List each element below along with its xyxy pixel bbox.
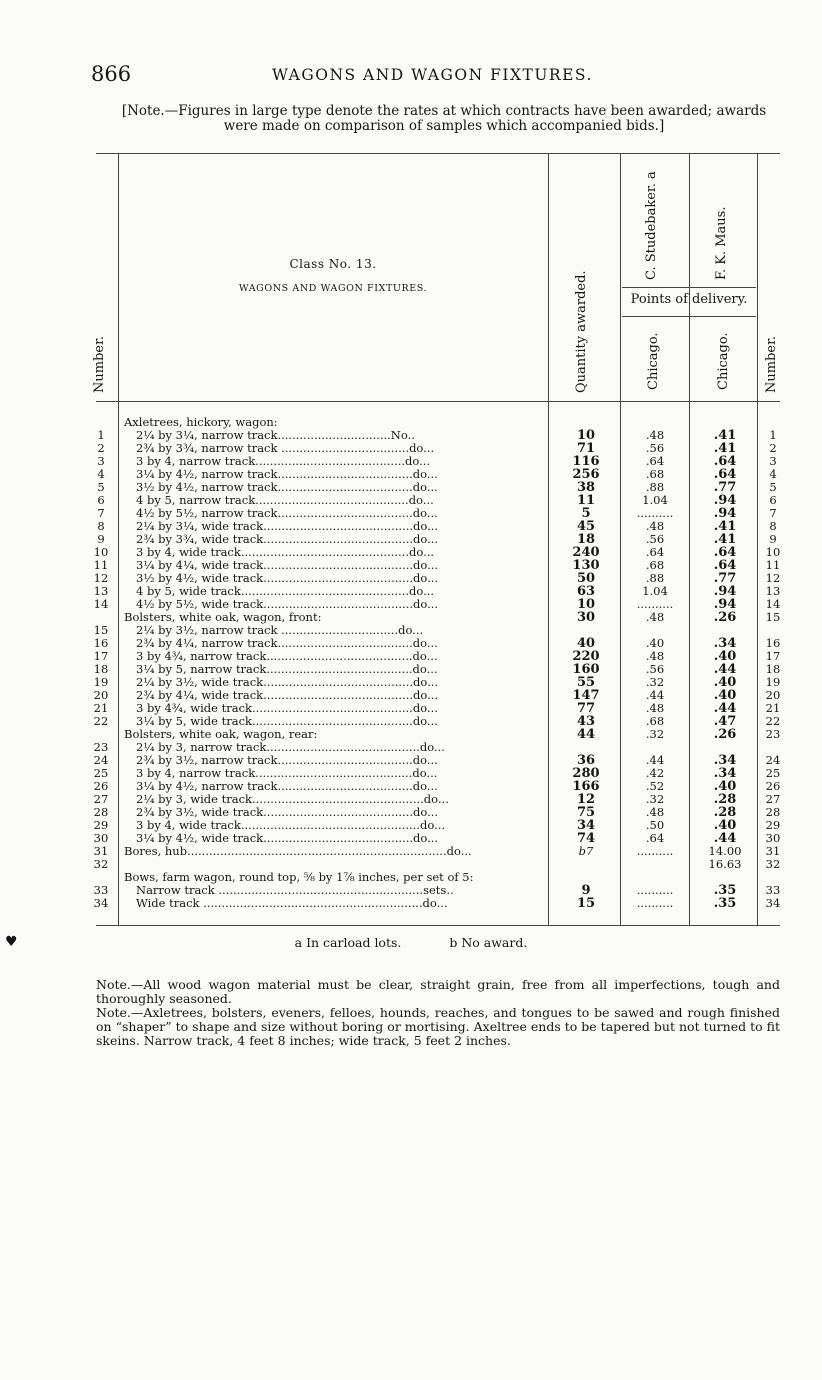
table-row xyxy=(0,624,822,637)
row-number-right: 26 xyxy=(765,779,781,793)
row-price-studebaker: .48 xyxy=(645,610,665,624)
row-price-studebaker: .48 xyxy=(645,701,665,715)
row-heading: Bolsters, white oak, wagon, front: xyxy=(124,610,322,624)
table-row xyxy=(0,650,822,663)
row-quantity: 36 xyxy=(576,753,596,768)
note-1: Note.—All wood wagon material must be clear, straight grain, free from all imperfections, tough and thoroughly seasoned. xyxy=(96,977,780,1006)
row-quantity: 116 xyxy=(572,454,600,469)
row-price-maus: 14.00 xyxy=(708,844,742,858)
row-quantity: 166 xyxy=(572,779,600,794)
row-number: 23 xyxy=(93,740,109,754)
row-description: 4 by 5, narrow track..........................................do... xyxy=(136,494,434,507)
row-price-studebaker: .40 xyxy=(645,636,665,650)
row-number-right: 7 xyxy=(769,506,777,520)
row-quantity: 9 xyxy=(581,883,591,898)
table-row xyxy=(0,546,822,559)
table-row xyxy=(0,416,822,429)
row-price-maus: .28 xyxy=(713,805,737,820)
row-price-studebaker: .88 xyxy=(645,480,665,494)
row-description: 2¼ by 3¼, wide track.........................................do... xyxy=(136,520,439,533)
row-number-right: 25 xyxy=(765,766,781,780)
row-number: 22 xyxy=(93,714,109,728)
row-price-maus: .64 xyxy=(713,545,737,560)
row-number-right: 24 xyxy=(765,753,781,767)
row-number: 10 xyxy=(93,545,109,559)
row-description: 2¾ by 3¾, wide track.........................................do... xyxy=(136,533,439,546)
row-quantity: 43 xyxy=(576,714,596,729)
row-quantity: 280 xyxy=(572,766,600,781)
row-number: 28 xyxy=(93,805,109,819)
header-number-right: Number. xyxy=(764,335,779,393)
table-row xyxy=(0,884,822,897)
row-price-studebaker: .48 xyxy=(645,428,665,442)
row-quantity: 147 xyxy=(572,688,600,703)
row-price-studebaker: .64 xyxy=(645,831,665,845)
row-quantity: 256 xyxy=(572,467,600,482)
table-row xyxy=(0,741,822,754)
row-number-right: 32 xyxy=(765,857,781,871)
row-price-studebaker: .48 xyxy=(645,649,665,663)
table-row xyxy=(0,871,822,884)
row-description: 2¼ by 3¼, narrow track...............................No.. xyxy=(136,429,415,442)
row-quantity: 40 xyxy=(576,636,596,651)
row-price-maus: .35 xyxy=(713,883,737,898)
row-number-right: 12 xyxy=(765,571,781,585)
row-number-right: 28 xyxy=(765,805,781,819)
table-row xyxy=(0,481,822,494)
row-number-right: 13 xyxy=(765,584,781,598)
row-number: 29 xyxy=(93,818,109,832)
table-row xyxy=(0,494,822,507)
row-price-maus: .40 xyxy=(713,818,737,833)
row-heading: Bolsters, white oak, wagon, rear: xyxy=(124,727,318,741)
table-row xyxy=(0,520,822,533)
row-price-studebaker: .......... xyxy=(636,597,674,611)
row-description: 3¼ by 4½, narrow track.....................................do... xyxy=(136,468,438,481)
row-price-maus: .44 xyxy=(713,831,737,846)
row-number: 17 xyxy=(93,649,109,663)
table-row xyxy=(0,559,822,572)
row-price-maus: .34 xyxy=(713,636,737,651)
row-number-right: 8 xyxy=(769,519,777,533)
row-description: 3 by 4¾, narrow track........................................do... xyxy=(136,650,438,663)
table-row xyxy=(0,585,822,598)
row-number-right: 9 xyxy=(769,532,777,546)
row-price-studebaker: .68 xyxy=(645,467,665,481)
row-price-studebaker: .56 xyxy=(645,441,665,455)
table-row xyxy=(0,780,822,793)
table-row xyxy=(0,572,822,585)
row-description: 3¼ by 5, wide track............................................do... xyxy=(136,715,438,728)
table-header-rule xyxy=(96,401,780,402)
row-price-studebaker: 1.04 xyxy=(642,493,668,507)
table-row xyxy=(0,533,822,546)
page-title: WAGONS AND WAGON FIXTURES. xyxy=(272,66,593,84)
table-row xyxy=(0,611,822,624)
footnotes xyxy=(0,935,822,950)
row-heading: Bows, farm wagon, round top, ⅝ by 1⅞ inches, per set of 5: xyxy=(124,870,474,884)
row-number: 11 xyxy=(93,558,109,572)
row-description: 3¼ by 4½, wide track.........................................do... xyxy=(136,832,439,845)
table-row xyxy=(0,728,822,741)
row-description: Bores, hub.......................................................................do... xyxy=(124,845,472,858)
row-number: 7 xyxy=(97,506,105,520)
row-price-maus: .28 xyxy=(713,792,737,807)
row-price-studebaker: .42 xyxy=(645,766,665,780)
row-description: 2¼ by 3½, narrow track ................................do... xyxy=(136,624,424,637)
row-number-right: 19 xyxy=(765,675,781,689)
row-price-maus: .64 xyxy=(713,454,737,469)
row-description: 4½ by 5½, narrow track.....................................do... xyxy=(136,507,438,520)
row-price-maus: .94 xyxy=(713,506,737,521)
row-description: 3½ by 4½, wide track.........................................do... xyxy=(136,572,439,585)
row-quantity: 30 xyxy=(576,610,596,625)
note-top: [Note.—Figures in large type denote the rates at which contracts have been awarded; awards were made on comparison of samples which accompanied bids.] xyxy=(121,103,767,134)
table-row xyxy=(0,767,822,780)
row-price-studebaker: .68 xyxy=(645,714,665,728)
footnote-a: a In carload lots. xyxy=(294,935,402,950)
header-bidder-studebaker: C. Studebaker. a xyxy=(644,171,659,280)
row-quantity: 44 xyxy=(576,727,596,742)
row-quantity: 45 xyxy=(576,519,596,534)
row-quantity: 55 xyxy=(576,675,596,690)
row-quantity: 50 xyxy=(576,571,596,586)
footnote-b: b No award. xyxy=(449,935,528,950)
row-price-studebaker: .44 xyxy=(645,688,665,702)
row-price-studebaker: 1.04 xyxy=(642,584,668,598)
class-subtitle: WAGONS AND WAGON FIXTURES. xyxy=(238,283,428,294)
header-delivery-2: Chicago. xyxy=(716,332,731,390)
row-description: 3¼ by 4½, narrow track.....................................do... xyxy=(136,780,438,793)
row-number: 5 xyxy=(97,480,105,494)
table-row xyxy=(0,793,822,806)
row-quantity: 77 xyxy=(576,701,596,716)
row-number: 14 xyxy=(93,597,109,611)
row-description: 2¼ by 3, wide track...............................................do... xyxy=(136,793,449,806)
row-price-maus: .40 xyxy=(713,688,737,703)
row-quantity: 71 xyxy=(576,441,596,456)
row-number-right: 23 xyxy=(765,727,781,741)
row-number-right: 22 xyxy=(765,714,781,728)
row-price-studebaker: .56 xyxy=(645,532,665,546)
row-number: 1 xyxy=(97,428,105,442)
row-number-right: 17 xyxy=(765,649,781,663)
row-description: 3 by 4, narrow track.........................................do... xyxy=(136,455,431,468)
row-price-studebaker: .50 xyxy=(645,818,665,832)
row-quantity: 75 xyxy=(576,805,596,820)
row-price-studebaker: .32 xyxy=(645,675,665,689)
row-price-maus: .40 xyxy=(713,675,737,690)
row-number-right: 10 xyxy=(765,545,781,559)
header-number: Number. xyxy=(92,335,107,393)
table-row xyxy=(0,676,822,689)
row-number: 18 xyxy=(93,662,109,676)
row-number: 12 xyxy=(93,571,109,585)
table-row xyxy=(0,663,822,676)
row-number-right: 33 xyxy=(765,883,781,897)
row-description: 2¼ by 3½, wide track.........................................do... xyxy=(136,676,439,689)
row-price-studebaker: .48 xyxy=(645,805,665,819)
table-row xyxy=(0,468,822,481)
row-number: 24 xyxy=(93,753,109,767)
table-row xyxy=(0,429,822,442)
table-row xyxy=(0,897,822,910)
row-description: 3 by 4¾, wide track............................................do... xyxy=(136,702,438,715)
row-number: 30 xyxy=(93,831,109,845)
row-price-studebaker: .......... xyxy=(636,844,674,858)
row-number-right: 11 xyxy=(765,558,781,572)
row-quantity: 34 xyxy=(576,818,596,833)
row-price-maus: .35 xyxy=(713,896,737,911)
row-description: 2¾ by 3¾, narrow track ...................................do... xyxy=(136,442,435,455)
row-number: 4 xyxy=(97,467,105,481)
row-price-studebaker: .32 xyxy=(645,727,665,741)
row-number: 13 xyxy=(93,584,109,598)
row-quantity: 11 xyxy=(576,493,596,508)
row-price-maus: .44 xyxy=(713,662,737,677)
row-description: Wide track ............................................................do... xyxy=(136,897,448,910)
row-number-right: 16 xyxy=(765,636,781,650)
row-number-right: 15 xyxy=(765,610,781,624)
table-row xyxy=(0,442,822,455)
row-number: 34 xyxy=(93,896,109,910)
row-number: 27 xyxy=(93,792,109,806)
row-number-right: 20 xyxy=(765,688,781,702)
row-quantity: 38 xyxy=(576,480,596,495)
row-quantity: 240 xyxy=(572,545,600,560)
row-number-right: 1 xyxy=(769,428,777,442)
row-number-right: 14 xyxy=(765,597,781,611)
row-number: 3 xyxy=(97,454,105,468)
row-number: 19 xyxy=(93,675,109,689)
row-number-right: 18 xyxy=(765,662,781,676)
row-description: Narrow track ........................................................sets.. xyxy=(136,884,454,897)
row-price-maus: .40 xyxy=(713,779,737,794)
row-price-studebaker: .68 xyxy=(645,558,665,572)
row-price-maus: .41 xyxy=(713,441,737,456)
row-price-maus: .34 xyxy=(713,753,737,768)
row-description: 2¾ by 4¼, wide track.........................................do... xyxy=(136,689,439,702)
margin-mark: ♥ xyxy=(5,934,18,950)
header-bidder-maus: F. K. Maus. xyxy=(714,206,729,280)
row-number: 31 xyxy=(93,844,109,858)
row-number: 21 xyxy=(93,701,109,715)
row-price-studebaker: .32 xyxy=(645,792,665,806)
row-price-maus: .94 xyxy=(713,597,737,612)
row-price-maus: .64 xyxy=(713,558,737,573)
row-price-maus: .44 xyxy=(713,701,737,716)
row-price-maus: .40 xyxy=(713,649,737,664)
table-bottom-rule xyxy=(96,925,780,926)
row-description: 3 by 4, wide track..............................................do... xyxy=(136,546,435,559)
header-quantity: Quantity awarded. xyxy=(574,270,589,393)
row-quantity: b7 xyxy=(578,844,594,858)
row-quantity: 74 xyxy=(576,831,596,846)
row-quantity: 15 xyxy=(576,896,596,911)
table-row xyxy=(0,806,822,819)
row-number: 25 xyxy=(93,766,109,780)
row-description: 3¼ by 5, narrow track........................................do... xyxy=(136,663,438,676)
table-row xyxy=(0,832,822,845)
row-number-right: 6 xyxy=(769,493,777,507)
row-number: 33 xyxy=(93,883,109,897)
row-number: 20 xyxy=(93,688,109,702)
row-quantity: 63 xyxy=(576,584,596,599)
row-description: 2¾ by 3½, narrow track.....................................do... xyxy=(136,754,438,767)
row-number: 26 xyxy=(93,779,109,793)
row-number-right: 27 xyxy=(765,792,781,806)
row-number-right: 21 xyxy=(765,701,781,715)
row-price-maus: .64 xyxy=(713,467,737,482)
row-heading: Axletrees, hickory, wagon: xyxy=(124,415,278,429)
table-row xyxy=(0,689,822,702)
row-price-studebaker: .44 xyxy=(645,753,665,767)
table-row xyxy=(0,754,822,767)
row-description: 2¼ by 3, narrow track..........................................do... xyxy=(136,741,445,754)
row-price-maus: .77 xyxy=(713,480,737,495)
row-number: 8 xyxy=(97,519,105,533)
row-price-maus: .41 xyxy=(713,532,737,547)
row-quantity: 220 xyxy=(572,649,600,664)
table-row xyxy=(0,819,822,832)
row-price-maus: .94 xyxy=(713,584,737,599)
row-number: 2 xyxy=(97,441,105,455)
table-row xyxy=(0,507,822,520)
row-description: 2¾ by 4¼, narrow track.....................................do... xyxy=(136,637,438,650)
row-number-right: 5 xyxy=(769,480,777,494)
row-price-studebaker: .......... xyxy=(636,506,674,520)
table-top-rule xyxy=(96,153,780,154)
row-price-studebaker: .......... xyxy=(636,883,674,897)
row-description: 2¾ by 3½, wide track.........................................do... xyxy=(136,806,439,819)
row-price-maus: 16.63 xyxy=(708,857,742,871)
row-quantity: 10 xyxy=(576,597,596,612)
row-description: 3½ by 4½, narrow track.....................................do... xyxy=(136,481,438,494)
row-number-right: 29 xyxy=(765,818,781,832)
row-number-right: 31 xyxy=(765,844,781,858)
row-quantity: 160 xyxy=(572,662,600,677)
class-title: Class No. 13. xyxy=(289,257,377,271)
row-number: 9 xyxy=(97,532,105,546)
table-row xyxy=(0,637,822,650)
row-price-maus: .94 xyxy=(713,493,737,508)
row-description: 4½ by 5½, wide track.........................................do... xyxy=(136,598,439,611)
table-row xyxy=(0,702,822,715)
table-row xyxy=(0,845,822,858)
row-description: 3¼ by 4¼, wide track.........................................do... xyxy=(136,559,439,572)
row-number-right: 30 xyxy=(765,831,781,845)
row-price-maus: .41 xyxy=(713,428,737,443)
row-description: 3 by 4, narrow track...........................................do... xyxy=(136,767,438,780)
row-quantity: 10 xyxy=(576,428,596,443)
row-number: 32 xyxy=(93,857,109,871)
row-number-right: 4 xyxy=(769,467,777,481)
row-price-maus: .26 xyxy=(713,610,737,625)
row-description: 4 by 5, wide track..............................................do... xyxy=(136,585,435,598)
note-2: Note.—Axletrees, bolsters, eveners, felloes, hounds, reaches, and tongues to be sawed and rough finished on “shaper” to shape and size without boring or mortising. Axeltree ends to be tapered but not turned to fit skeins. Narrow track, 4 feet 8 inches; wide track, 5 feet 2 inches. xyxy=(96,1005,780,1048)
points-of-delivery: Points of delivery. xyxy=(630,292,748,307)
row-number: 15 xyxy=(93,623,109,637)
row-quantity: 18 xyxy=(576,532,596,547)
row-price-studebaker: .88 xyxy=(645,571,665,585)
row-price-maus: .26 xyxy=(713,727,737,742)
row-quantity: 5 xyxy=(581,506,591,521)
row-price-studebaker: .......... xyxy=(636,896,674,910)
header-delivery-1: Chicago. xyxy=(646,332,661,390)
row-number: 16 xyxy=(93,636,109,650)
row-price-studebaker: .64 xyxy=(645,545,665,559)
row-price-studebaker: .56 xyxy=(645,662,665,676)
row-number-right: 2 xyxy=(769,441,777,455)
row-price-studebaker: .64 xyxy=(645,454,665,468)
row-price-maus: .47 xyxy=(713,714,737,729)
row-description: 3 by 4, wide track.................................................do... xyxy=(136,819,446,832)
row-number-right: 34 xyxy=(765,896,781,910)
row-quantity: 12 xyxy=(576,792,596,807)
row-price-studebaker: .48 xyxy=(645,519,665,533)
row-number: 6 xyxy=(97,493,105,507)
row-price-maus: .77 xyxy=(713,571,737,586)
row-quantity: 130 xyxy=(572,558,600,573)
row-price-maus: .41 xyxy=(713,519,737,534)
row-price-maus: .34 xyxy=(713,766,737,781)
table-row xyxy=(0,455,822,468)
row-number-right: 3 xyxy=(769,454,777,468)
row-price-studebaker: .52 xyxy=(645,779,665,793)
page-number: 866 xyxy=(91,62,132,86)
